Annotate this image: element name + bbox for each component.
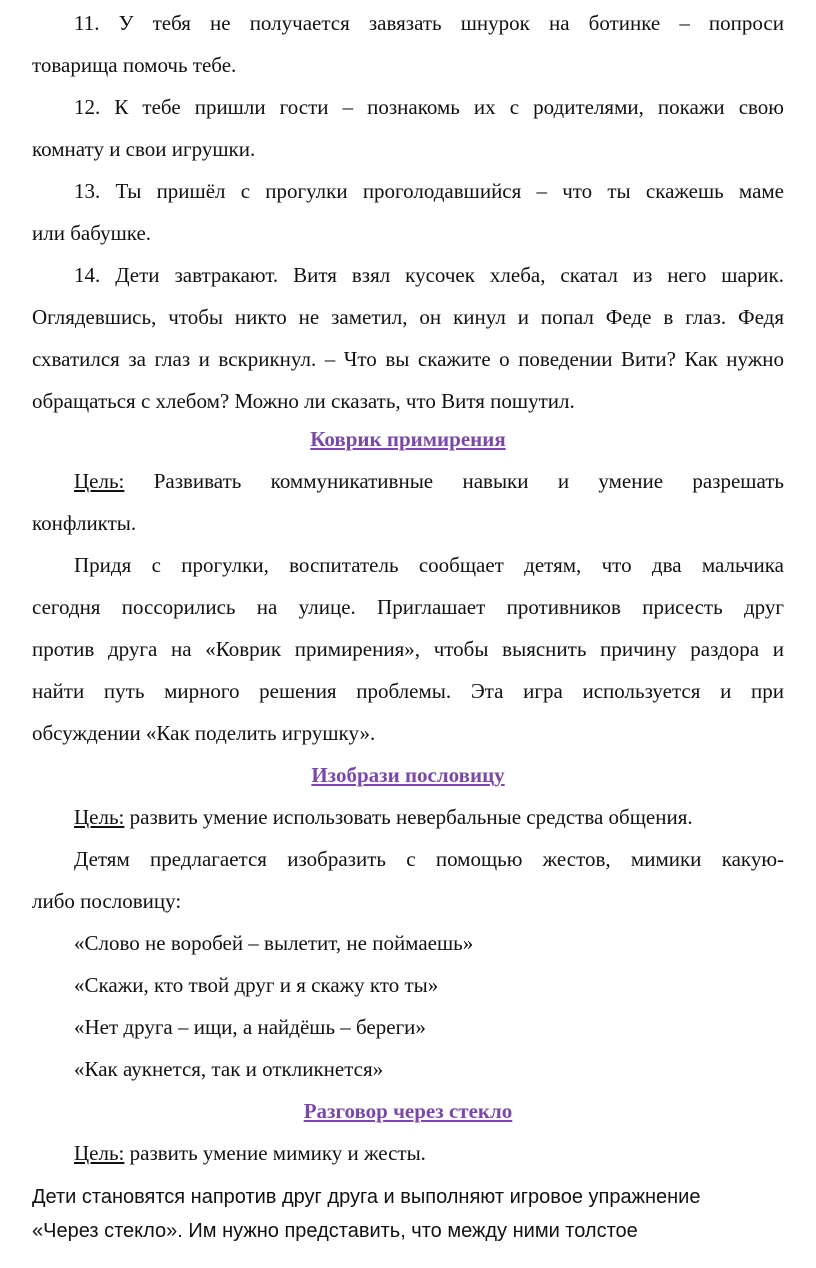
game-description-razgovor-line: Дети становятся напротив друг друга и выполняют игровое упражнение	[32, 1186, 701, 1208]
goal-line	[32, 1132, 784, 1174]
text-line: либо пословицу:	[32, 889, 182, 913]
text-line: схватился за глаз и вскрикнул. – Что вы скажите о поведении Вити? Как нужно	[32, 347, 784, 371]
text-line: найти путь мирного решения проблемы. Эта игра используется и при	[32, 679, 784, 703]
text-line: 13. Ты пришёл с прогулки проголодавшийся – что ты скажешь маме	[74, 179, 784, 203]
text-line: Оглядевшись, чтобы никто не заметил, он кинул и попал Феде в глаз. Федя	[32, 305, 784, 329]
goal-line	[32, 796, 784, 838]
text-line: товарища помочь тебе.	[32, 53, 237, 77]
game-title-poslovica: Изобрази пословицу	[311, 763, 505, 787]
text-line: или бабушке.	[32, 221, 152, 245]
proverb-item: «Нет друга – ищи, а найдёшь – береги»	[74, 1015, 426, 1039]
game-title-kovrik: Коврик примирения	[310, 427, 506, 451]
goal-label: Цель:	[74, 1141, 125, 1165]
situation-13	[32, 170, 784, 254]
goal-label: Цель:	[74, 805, 125, 829]
game-description-kovrik	[32, 544, 784, 754]
proverb-item: «Слово не воробей – вылетит, не поймаешь»	[74, 931, 474, 955]
text-line: комнату и свои игрушки.	[32, 137, 256, 161]
text-line: обращаться с хлебом? Можно ли сказать, что Витя пошутил.	[32, 389, 575, 413]
text-line: 12. К тебе пришли гости – познакомь их с родителями, покажи свою	[74, 95, 784, 119]
proverb-item: «Как аукнется, так и откликнется»	[74, 1057, 384, 1081]
text-line: конфликты.	[32, 511, 137, 535]
text-line: Детям предлагается изобразить с помощью жестов, мимики какую-	[74, 847, 784, 871]
goal-text: развить умение использовать невербальные средства общения.	[124, 805, 693, 829]
text-line: 11. У тебя не получается завязать шнурок на ботинке – попроси	[74, 11, 784, 35]
situation-14	[32, 254, 784, 422]
goal-text: развить умение мимику и жесты.	[124, 1141, 426, 1165]
situation-11	[32, 2, 784, 86]
proverb-item: «Скажи, кто твой друг и я скажу кто ты»	[74, 973, 439, 997]
goal-label: Цель:	[74, 469, 125, 493]
game-title-razgovor: Разговор через стекло	[303, 1099, 513, 1123]
situation-12	[32, 86, 784, 170]
goal-line	[32, 460, 784, 502]
game-description-poslovica	[32, 838, 784, 922]
text-line: 14. Дети завтракают. Витя взял кусочек хлеба, скатал из него шарик.	[74, 263, 784, 287]
game-goal-razgovor	[32, 1132, 784, 1174]
text-line: сегодня поссорились на улице. Приглашает противников присесть друг	[32, 595, 784, 619]
text-line: обсуждении «Как поделить игрушку».	[32, 721, 376, 745]
text-line: Придя с прогулки, воспитатель сообщает детям, что два мальчика	[74, 553, 784, 577]
goal-text: Развивать коммуникативные навыки и умение разрешать	[124, 469, 784, 493]
game-goal-kovrik	[32, 460, 784, 544]
game-goal-poslovica	[32, 796, 784, 838]
game-description-razgovor-line: «Через стекло». Им нужно представить, что между ними толстое	[32, 1220, 638, 1242]
text-line: против друга на «Коврик примирения», чтобы выяснить причину раздора и	[32, 637, 784, 661]
